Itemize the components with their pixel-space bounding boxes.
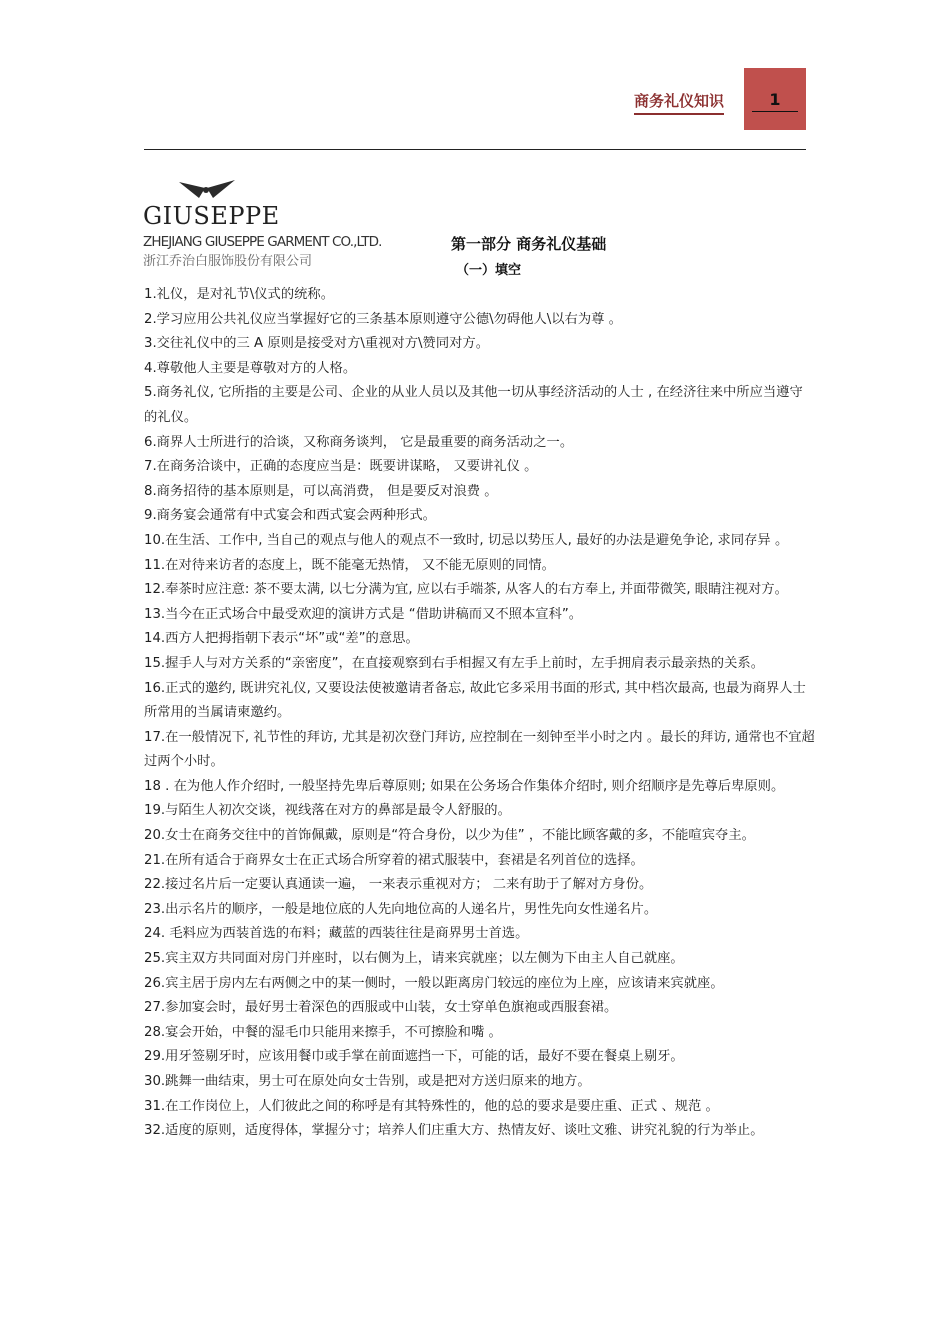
header-divider	[144, 149, 806, 150]
list-item: 28.宴会开始，中餐的湿毛巾只能用来擦手，不可擦脸和嘴 。	[144, 1024, 502, 1040]
list-item: 20.女士在商务交往中的首饰佩戴，原则是“符合身份，以少为佳” ，不能比顾客戴的多，不能喧宾夺主。	[144, 828, 755, 844]
list-item: 29.用牙签剔牙时，应该用餐巾或手掌在前面遮挡一下，可能的话，最好不要在餐桌上剔牙。	[144, 1049, 684, 1065]
list-item: 13.当今在正式场合中最受欢迎的演讲方式是 “借助讲稿而又不照本宣科”。	[144, 606, 583, 622]
list-item: 3.交往礼仪中的三 A 原则是接受对方\重视对方\赞同对方。	[144, 336, 490, 352]
list-item: 19.与陌生人初次交谈，视线落在对方的鼻部是最令人舒服的。	[144, 803, 511, 819]
company-name-en: ZHEJIANG GIUSEPPE GARMENT CO.,LTD.	[143, 234, 382, 250]
list-item: 25.宾主双方共同面对房门并座时，以右侧为上，请来宾就座；以左侧为下由主人自己就座。	[144, 951, 684, 967]
list-item: 5.商务礼仪, 它所指的主要是公司、企业的从业人员以及其他一切从事经济活动的人士 , 在经济往来中所应当遵守的礼仪。	[144, 385, 803, 425]
list-item: 32.适度的原则，适度得体，掌握分寸；培养人们庄重大方、热情友好、谈吐文雅、讲究礼貌的行为举止。	[144, 1123, 764, 1139]
list-item: 4.尊敬他人主要是尊敬对方的人格。	[144, 360, 357, 376]
list-item: 16.正式的邀约, 既讲究礼仪, 又要设法使被邀请者备忘, 故此它多采用书面的形式, 其中档次最高, 也最为商界人士所常用的当属请柬邀约。	[144, 680, 806, 721]
list-item: 8.商务招待的基本原则是，可以高消费， 但是要反对浪费 。	[144, 483, 498, 499]
list-item: 17.在一般情况下, 礼节性的拜访, 尤其是初次登门拜访, 应控制在一刻钟至半小时之内 。最长的拜访, 通常也不宜超过两个小时。	[144, 729, 815, 770]
list-item: 2.学习应用公共礼仪应当掌握好它的三条基本原则遵守公德\勿碍他人\以右为尊 。	[144, 311, 622, 327]
list-item: 30.跳舞一曲结束，男士可在原处向女士告别，或是把对方送归原来的地方。	[144, 1074, 591, 1089]
list-item: 11.在对待来访者的态度上，既不能毫无热情， 又不能无原则的同情。	[144, 557, 555, 573]
list-item: 6.商界人士所进行的洽谈，又称商务谈判， 它是最重要的商务活动之一。	[144, 434, 574, 450]
company-name-cn: 浙江乔治白服饰股份有限公司	[143, 254, 313, 269]
company-logo	[143, 178, 443, 268]
list-item: 27.参加宴会时，最好男士着深色的西服或中山装，女士穿单色旗袍或西服套裙。	[144, 1000, 618, 1016]
list-item: 23.出示名片的顺序，一般是地位底的人先向地位高的人递名片，男性先向女性递名片。	[144, 901, 658, 917]
bow-tie-logo-icon	[177, 178, 237, 200]
header-title: 商务礼仪知识	[634, 90, 724, 115]
list-item: 18 . 在为他人作介绍时, 一般坚持先卑后尊原则; 如果在公务场合作集体介绍时, 则介绍顺序是先尊后卑原则。	[144, 778, 785, 794]
list-item: 12.奉茶时应注意: 茶不要太满, 以七分满为宜, 应以右手端茶, 从客人的右方奉上, 并面带微笑, 眼睛注视对方。	[144, 582, 788, 598]
question-list	[144, 283, 816, 1144]
list-item: 15.握手人与对方关系的“亲密度”，在直接观察到右手相握又有左手上前时，左手拥肩表示最亲热的关系。	[144, 655, 764, 671]
list-item: 7.在商务洽谈中，正确的态度应当是：既要讲谋略， 又要讲礼仪 。	[144, 459, 538, 475]
page-number-underline	[752, 111, 798, 112]
list-item: 24. 毛料应为西装首选的布料；藏蓝的西装往往是商界男士首选。	[144, 926, 529, 942]
list-item: 10.在生活、工作中, 当自己的观点与他人的观点不一致时, 切忌以势压人, 最好的办法是避免争论, 求同存异 。	[144, 532, 789, 548]
list-item: 22.接过名片后一定要认真通读一遍， 一来表示重视对方； 二来有助于了解对方身份。	[144, 877, 653, 893]
list-item: 31.在工作岗位上，人们彼此之间的称呼是有其特殊性的，他的总的要求是要庄重、正式 、规范 。	[144, 1098, 719, 1114]
list-item: 9.商务宴会通常有中式宴会和西式宴会两种形式。	[144, 508, 436, 524]
logo-brand-name: GIUSEPPE	[143, 202, 280, 230]
page-number: 1	[769, 90, 781, 109]
page-number-box	[744, 68, 806, 130]
list-item: 21.在所有适合于商界女士在正式场合所穿着的裙式服装中，套裙是名列首位的选择。	[144, 852, 644, 868]
subsection-title: （一）填空	[456, 263, 522, 278]
list-item: 1.礼仪，是对礼节\仪式的统称。	[144, 287, 335, 302]
list-item: 26.宾主居于房内左右两侧之中的某一侧时，一般以距离房门较远的座位为上座，应该请来宾就座。	[144, 975, 724, 991]
list-item: 14.西方人把拇指朝下表示“坏”或“差”的意思。	[144, 631, 419, 647]
section-title: 第一部分 商务礼仪基础	[451, 235, 607, 253]
